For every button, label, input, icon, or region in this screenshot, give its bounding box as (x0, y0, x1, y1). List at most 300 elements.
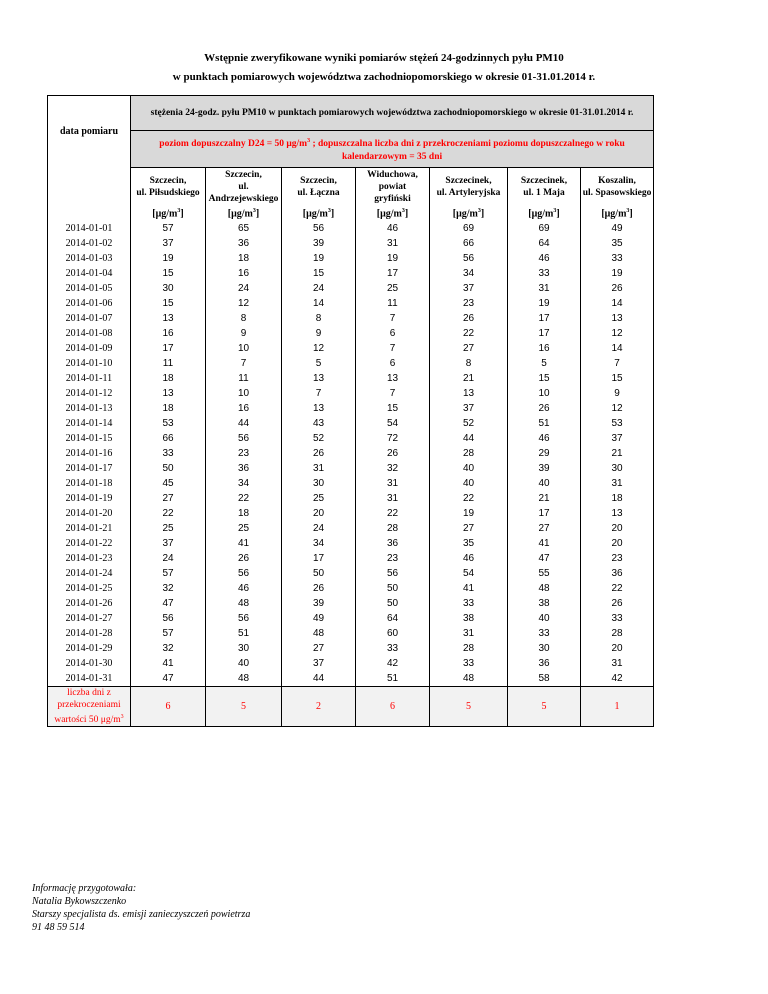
date-cell: 2014-01-18 (48, 476, 131, 491)
concentration-cell: 72 (356, 431, 430, 446)
concentration-cell: 19 (356, 251, 430, 266)
unit-label: $[\mu g/m^3]$ (131, 206, 206, 221)
concentration-cell: 33 (581, 251, 654, 266)
concentration-cell: 44 (206, 416, 282, 431)
concentration-cell: 9 (206, 326, 282, 341)
concentration-cell: 5 (282, 356, 356, 371)
concentration-cell: 54 (430, 566, 508, 581)
date-cell: 2014-01-14 (48, 416, 131, 431)
concentration-cell: 27 (430, 341, 508, 356)
main-header: stężenia 24-godz. pyłu PM10 w punktach pomiarowych województwa zachodniopomorskiego w okresie 01-31.01.2014 r. (131, 96, 654, 131)
unit-label: $[\mu g/m^3]$ (206, 206, 282, 221)
concentration-cell: 16 (131, 326, 206, 341)
concentration-cell: 14 (581, 296, 654, 311)
concentration-cell: 69 (430, 221, 508, 236)
table-row (48, 296, 654, 311)
concentration-cell: 15 (508, 371, 581, 386)
table-row (48, 266, 654, 281)
concentration-cell: 37 (581, 431, 654, 446)
concentration-cell: 66 (131, 431, 206, 446)
concentration-cell: 47 (131, 671, 206, 687)
concentration-cell: 31 (356, 236, 430, 251)
concentration-cell: 13 (356, 371, 430, 386)
concentration-cell: 18 (131, 401, 206, 416)
concentration-cell: 34 (206, 476, 282, 491)
concentration-cell: 5 (508, 356, 581, 371)
concentration-cell: 28 (430, 641, 508, 656)
exceedance-count: 2 (282, 687, 356, 727)
unit-label: $[\mu g/m^3]$ (282, 206, 356, 221)
unit-label: $[\mu g/m^3]$ (581, 206, 654, 221)
concentration-cell: 15 (131, 296, 206, 311)
concentration-cell: 7 (581, 356, 654, 371)
station-name-line: ul. Artyleryjska (436, 188, 501, 198)
concentration-cell: 13 (581, 506, 654, 521)
concentration-cell: 55 (508, 566, 581, 581)
concentration-cell: 23 (430, 296, 508, 311)
concentration-cell: 18 (581, 491, 654, 506)
concentration-cell: 40 (430, 461, 508, 476)
unit-label: $[\mu g/m^3]$ (430, 206, 508, 221)
exceedance-count: 1 (581, 687, 654, 727)
concentration-cell: 15 (282, 266, 356, 281)
table-row (48, 386, 654, 401)
concentration-cell: 27 (282, 641, 356, 656)
concentration-cell: 7 (282, 386, 356, 401)
concentration-cell: 48 (206, 671, 282, 687)
concentration-cell: 36 (508, 656, 581, 671)
concentration-cell: 40 (508, 476, 581, 491)
concentration-cell: 33 (131, 446, 206, 461)
concentration-cell: 12 (581, 401, 654, 416)
concentration-cell: 66 (430, 236, 508, 251)
concentration-cell: 36 (356, 536, 430, 551)
concentration-cell: 31 (508, 281, 581, 296)
station-name-line: Szczecin, (149, 176, 187, 186)
concentration-cell: 28 (430, 446, 508, 461)
date-cell: 2014-01-01 (48, 221, 131, 236)
concentration-cell: 8 (430, 356, 508, 371)
concentration-cell: 46 (430, 551, 508, 566)
table-row (48, 461, 654, 476)
concentration-cell: 12 (206, 296, 282, 311)
concentration-cell: 15 (356, 401, 430, 416)
date-cell: 2014-01-30 (48, 656, 131, 671)
concentration-cell: 32 (356, 461, 430, 476)
table-row (48, 326, 654, 341)
concentration-cell: 24 (206, 281, 282, 296)
concentration-cell: 20 (581, 536, 654, 551)
concentration-cell: 17 (356, 266, 430, 281)
table-row (48, 656, 654, 671)
concentration-cell: 56 (206, 566, 282, 581)
concentration-cell: 56 (131, 611, 206, 626)
concentration-cell: 6 (356, 326, 430, 341)
station-header (282, 168, 356, 207)
table-row (48, 341, 654, 356)
concentration-cell: 46 (206, 581, 282, 596)
concentration-cell: 12 (581, 326, 654, 341)
concentration-cell: 69 (508, 221, 581, 236)
concentration-cell: 17 (508, 506, 581, 521)
concentration-cell: 33 (581, 611, 654, 626)
concentration-cell: 13 (131, 386, 206, 401)
date-cell: 2014-01-26 (48, 596, 131, 611)
concentration-cell: 36 (581, 566, 654, 581)
concentration-cell: 30 (508, 641, 581, 656)
concentration-cell: 8 (206, 311, 282, 326)
table-row (48, 371, 654, 386)
concentration-cell: 11 (131, 356, 206, 371)
station-name-line: powiat (378, 182, 407, 192)
concentration-cell: 13 (430, 386, 508, 401)
date-cell: 2014-01-03 (48, 251, 131, 266)
concentration-cell: 47 (508, 551, 581, 566)
concentration-cell: 11 (206, 371, 282, 386)
concentration-cell: 7 (356, 341, 430, 356)
concentration-cell: 31 (356, 476, 430, 491)
table-row (48, 251, 654, 266)
concentration-cell: 16 (206, 266, 282, 281)
concentration-cell: 13 (282, 401, 356, 416)
table-row (48, 536, 654, 551)
table-row (48, 431, 654, 446)
pm10-results-table (47, 95, 654, 727)
concentration-cell: 30 (131, 281, 206, 296)
exceedance-row (48, 687, 654, 727)
concentration-cell: 32 (131, 641, 206, 656)
date-column-spacer (48, 206, 131, 221)
concentration-cell: 9 (581, 386, 654, 401)
concentration-cell: 22 (131, 506, 206, 521)
station-header (131, 168, 206, 207)
exceedance-count: 5 (508, 687, 581, 727)
concentration-cell: 27 (508, 521, 581, 536)
concentration-cell: 57 (131, 626, 206, 641)
table-row (48, 566, 654, 581)
concentration-cell: 47 (131, 596, 206, 611)
date-cell: 2014-01-15 (48, 431, 131, 446)
date-cell: 2014-01-06 (48, 296, 131, 311)
concentration-cell: 19 (430, 506, 508, 521)
concentration-cell: 40 (508, 611, 581, 626)
concentration-cell: 22 (356, 506, 430, 521)
concentration-cell: 39 (508, 461, 581, 476)
concentration-cell: 19 (282, 251, 356, 266)
concentration-cell: 6 (356, 356, 430, 371)
concentration-cell: 48 (508, 581, 581, 596)
concentration-cell: 56 (206, 611, 282, 626)
concentration-cell: 17 (131, 341, 206, 356)
station-name-line: ul. Spasowskiego (582, 188, 652, 198)
concentration-cell: 9 (282, 326, 356, 341)
concentration-cell: 25 (356, 281, 430, 296)
concentration-cell: 24 (282, 521, 356, 536)
concentration-cell: 57 (131, 566, 206, 581)
concentration-cell: 41 (206, 536, 282, 551)
concentration-cell: 31 (282, 461, 356, 476)
station-name-line: ul. Łączna (297, 188, 340, 198)
concentration-cell: 10 (206, 341, 282, 356)
table-row (48, 416, 654, 431)
concentration-cell: 33 (508, 266, 581, 281)
station-header (508, 168, 581, 207)
concentration-cell: 48 (282, 626, 356, 641)
table-row (48, 476, 654, 491)
date-cell: 2014-01-10 (48, 356, 131, 371)
table-row (48, 551, 654, 566)
concentration-cell: 10 (206, 386, 282, 401)
concentration-cell: 31 (581, 656, 654, 671)
concentration-cell: 53 (131, 416, 206, 431)
concentration-cell: 18 (131, 371, 206, 386)
concentration-cell: 27 (430, 521, 508, 536)
date-cell: 2014-01-09 (48, 341, 131, 356)
concentration-cell: 26 (356, 446, 430, 461)
concentration-cell: 38 (430, 611, 508, 626)
concentration-cell: 26 (206, 551, 282, 566)
concentration-cell: 26 (581, 281, 654, 296)
concentration-cell: 33 (356, 641, 430, 656)
concentration-cell: 51 (356, 671, 430, 687)
concentration-cell: 26 (282, 446, 356, 461)
exceedance-count: 6 (356, 687, 430, 727)
concentration-cell: 46 (508, 431, 581, 446)
concentration-cell: 18 (206, 506, 282, 521)
station-name-line: Andrzejewskiego (208, 194, 279, 204)
concentration-cell: 20 (581, 521, 654, 536)
concentration-cell: 19 (581, 266, 654, 281)
concentration-cell: 16 (206, 401, 282, 416)
concentration-cell: 25 (131, 521, 206, 536)
concentration-cell: 44 (430, 431, 508, 446)
concentration-cell: 43 (282, 416, 356, 431)
station-name-line: ul. Piłsudskiego (136, 188, 200, 198)
table-row (48, 596, 654, 611)
concentration-cell: 56 (430, 251, 508, 266)
station-header (206, 168, 282, 207)
concentration-cell: 13 (131, 311, 206, 326)
concentration-cell: 56 (356, 566, 430, 581)
concentration-cell: 51 (206, 626, 282, 641)
station-name-line: Szczecin, (300, 176, 337, 186)
table-row (48, 401, 654, 416)
date-cell: 2014-01-12 (48, 386, 131, 401)
concentration-cell: 35 (430, 536, 508, 551)
concentration-cell: 13 (282, 371, 356, 386)
concentration-cell: 44 (282, 671, 356, 687)
concentration-cell: 22 (430, 326, 508, 341)
concentration-cell: 33 (430, 656, 508, 671)
concentration-cell: 39 (282, 596, 356, 611)
author-position: Starszy specjalista ds. emisji zanieczyszczeń powietrza (32, 909, 251, 920)
unit-label: $[\mu g/m^3]$ (508, 206, 581, 221)
concentration-cell: 22 (581, 581, 654, 596)
concentration-cell: 49 (581, 221, 654, 236)
concentration-cell: 22 (206, 491, 282, 506)
concentration-cell: 49 (282, 611, 356, 626)
date-cell: 2014-01-23 (48, 551, 131, 566)
concentration-cell: 46 (508, 251, 581, 266)
concentration-cell: 50 (356, 581, 430, 596)
date-cell: 2014-01-04 (48, 266, 131, 281)
date-cell: 2014-01-24 (48, 566, 131, 581)
date-cell: 2014-01-02 (48, 236, 131, 251)
date-cell: 2014-01-11 (48, 371, 131, 386)
station-name-line: Szczecin, (225, 170, 262, 180)
concentration-cell: 37 (131, 536, 206, 551)
concentration-cell: 23 (356, 551, 430, 566)
concentration-cell: 20 (581, 641, 654, 656)
concentration-cell: 14 (581, 341, 654, 356)
concentration-cell: 36 (206, 461, 282, 476)
exceedance-count: 6 (131, 687, 206, 727)
date-cell: 2014-01-28 (48, 626, 131, 641)
concentration-cell: 42 (581, 671, 654, 687)
concentration-cell: 28 (356, 521, 430, 536)
concentration-cell: 41 (508, 536, 581, 551)
concentration-cell: 39 (282, 236, 356, 251)
concentration-cell: 38 (508, 596, 581, 611)
table-row (48, 506, 654, 521)
concentration-cell: 21 (430, 371, 508, 386)
prepared-by-label: Informację przygotowała: (32, 883, 137, 894)
date-column-spacer (48, 168, 131, 207)
table-row (48, 611, 654, 626)
concentration-cell: 37 (282, 656, 356, 671)
table-row (48, 281, 654, 296)
concentration-cell: 52 (282, 431, 356, 446)
date-cell: 2014-01-16 (48, 446, 131, 461)
date-cell: 2014-01-31 (48, 671, 131, 687)
concentration-cell: 15 (581, 371, 654, 386)
station-name-line: ul. 1 Maja (523, 188, 565, 198)
unit-label: $[\mu g/m^3]$ (356, 206, 430, 221)
table-row (48, 626, 654, 641)
concentration-cell: 20 (282, 506, 356, 521)
concentration-cell: 25 (282, 491, 356, 506)
station-header (581, 168, 654, 207)
date-cell: 2014-01-19 (48, 491, 131, 506)
concentration-cell: 30 (581, 461, 654, 476)
concentration-cell: 37 (430, 281, 508, 296)
concentration-cell: 30 (206, 641, 282, 656)
concentration-cell: 11 (356, 296, 430, 311)
concentration-cell: 64 (508, 236, 581, 251)
concentration-cell: 22 (430, 491, 508, 506)
concentration-cell: 24 (131, 551, 206, 566)
concentration-cell: 26 (508, 401, 581, 416)
concentration-cell: 23 (206, 446, 282, 461)
concentration-cell: 34 (430, 266, 508, 281)
concentration-cell: 40 (430, 476, 508, 491)
date-cell: 2014-01-22 (48, 536, 131, 551)
concentration-cell: 36 (206, 236, 282, 251)
concentration-cell: 23 (581, 551, 654, 566)
table-row (48, 521, 654, 536)
concentration-cell: 19 (508, 296, 581, 311)
station-name-line: Szczecinek, (445, 176, 492, 186)
concentration-cell: 14 (282, 296, 356, 311)
table-row (48, 641, 654, 656)
concentration-cell: 19 (131, 251, 206, 266)
concentration-cell: 16 (508, 341, 581, 356)
concentration-cell: 60 (356, 626, 430, 641)
concentration-cell: 45 (131, 476, 206, 491)
concentration-cell: 26 (581, 596, 654, 611)
concentration-cell: 28 (581, 626, 654, 641)
date-cell: 2014-01-08 (48, 326, 131, 341)
station-name-line: Koszalin, (598, 176, 636, 186)
concentration-cell: 21 (581, 446, 654, 461)
concentration-cell: 10 (508, 386, 581, 401)
concentration-cell: 51 (508, 416, 581, 431)
table-row (48, 236, 654, 251)
concentration-cell: 56 (282, 221, 356, 236)
concentration-cell: 31 (430, 626, 508, 641)
concentration-cell: 34 (282, 536, 356, 551)
date-column-header: data pomiaru (48, 96, 131, 168)
table-row (48, 311, 654, 326)
concentration-cell: 27 (131, 491, 206, 506)
concentration-cell: 26 (430, 311, 508, 326)
concentration-cell: 53 (581, 416, 654, 431)
concentration-cell: 17 (282, 551, 356, 566)
concentration-cell: 24 (282, 281, 356, 296)
table-row (48, 671, 654, 687)
concentration-cell: 32 (131, 581, 206, 596)
date-cell: 2014-01-05 (48, 281, 131, 296)
concentration-cell: 50 (131, 461, 206, 476)
concentration-cell: 37 (131, 236, 206, 251)
table-row (48, 356, 654, 371)
date-cell: 2014-01-27 (48, 611, 131, 626)
date-cell: 2014-01-17 (48, 461, 131, 476)
concentration-cell: 7 (206, 356, 282, 371)
date-cell: 2014-01-13 (48, 401, 131, 416)
concentration-cell: 33 (508, 626, 581, 641)
concentration-cell: 7 (356, 386, 430, 401)
concentration-cell: 25 (206, 521, 282, 536)
concentration-cell: 17 (508, 326, 581, 341)
author-name: Natalia Bykowszczenko (32, 896, 127, 907)
concentration-cell: 46 (356, 221, 430, 236)
concentration-cell: 65 (206, 221, 282, 236)
concentration-cell: 54 (356, 416, 430, 431)
concentration-cell: 12 (282, 341, 356, 356)
concentration-cell: 40 (206, 656, 282, 671)
limit-header: poziom dopuszczalny D24 = 50 $\mu g/m^3$ ; dopuszczalna liczba dni z przekroczeniami poziomu dopuszczalnego w roku kalendarzowym = 35 dni (131, 131, 654, 168)
concentration-cell: 8 (282, 311, 356, 326)
station-name-line: Widuchowa, (367, 170, 418, 180)
concentration-cell: 42 (356, 656, 430, 671)
station-name-line: Szczecinek, (520, 176, 568, 186)
station-name-line: gryfiński (374, 194, 411, 204)
concentration-cell: 37 (430, 401, 508, 416)
concentration-cell: 7 (356, 311, 430, 326)
date-cell: 2014-01-20 (48, 506, 131, 521)
concentration-cell: 41 (131, 656, 206, 671)
concentration-cell: 64 (356, 611, 430, 626)
table-row (48, 221, 654, 236)
concentration-cell: 18 (206, 251, 282, 266)
concentration-cell: 48 (430, 671, 508, 687)
concentration-cell: 52 (430, 416, 508, 431)
concentration-cell: 35 (581, 236, 654, 251)
concentration-cell: 13 (581, 311, 654, 326)
exceedance-label: liczba dni z przekroczeniami wartości 50 $\mu g/m^3$ (48, 687, 131, 727)
date-cell: 2014-01-25 (48, 581, 131, 596)
